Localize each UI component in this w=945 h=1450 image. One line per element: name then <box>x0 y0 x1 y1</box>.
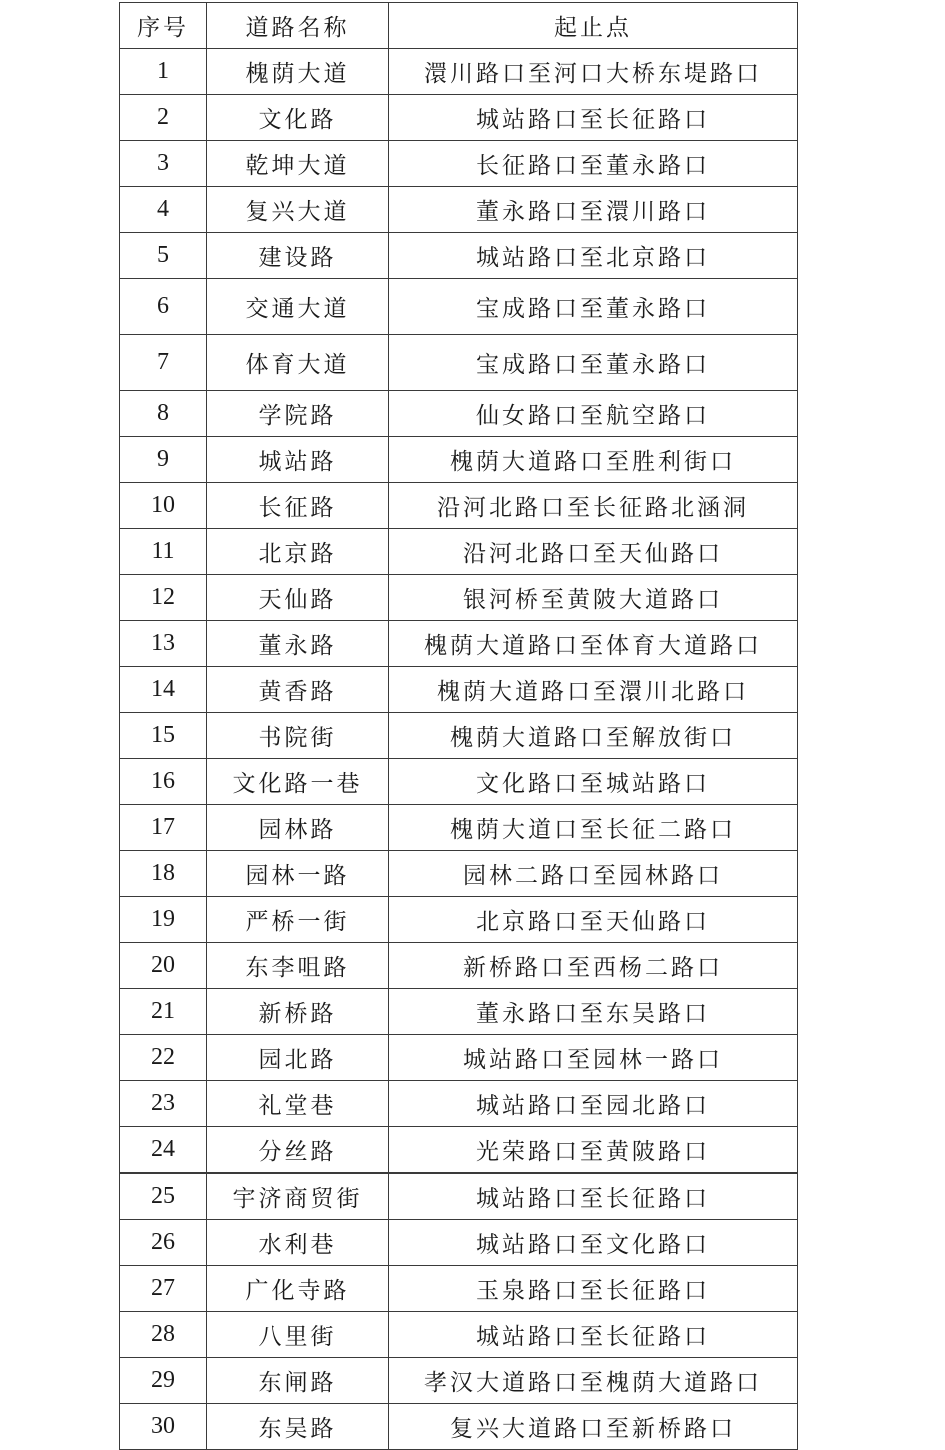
table-row <box>120 1081 798 1127</box>
road-name: 东吴路 <box>207 1404 389 1450</box>
road-name: 北京路 <box>207 529 389 575</box>
row-number: 21 <box>120 989 207 1035</box>
table-row <box>120 1220 798 1266</box>
row-number: 14 <box>120 667 207 713</box>
table-row <box>120 851 798 897</box>
start-end-range: 北京路口至天仙路口 <box>389 897 798 943</box>
start-end-range: 新桥路口至西杨二路口 <box>389 943 798 989</box>
start-end-range: 城站路口至长征路口 <box>389 1173 798 1220</box>
row-number: 23 <box>120 1081 207 1127</box>
row-number: 27 <box>120 1266 207 1312</box>
road-name: 建设路 <box>207 233 389 279</box>
row-number: 22 <box>120 1035 207 1081</box>
road-name: 文化路 <box>207 95 389 141</box>
row-number: 12 <box>120 575 207 621</box>
row-number: 6 <box>120 279 207 335</box>
header-row <box>120 3 798 49</box>
row-number: 8 <box>120 391 207 437</box>
row-number: 9 <box>120 437 207 483</box>
road-name: 复兴大道 <box>207 187 389 233</box>
row-number: 18 <box>120 851 207 897</box>
row-number: 13 <box>120 621 207 667</box>
road-name: 园北路 <box>207 1035 389 1081</box>
row-number: 3 <box>120 141 207 187</box>
start-end-range: 城站路口至北京路口 <box>389 233 798 279</box>
road-name: 园林路 <box>207 805 389 851</box>
road-name: 黄香路 <box>207 667 389 713</box>
start-end-range: 宝成路口至董永路口 <box>389 335 798 391</box>
start-end-range: 槐荫大道口至长征二路口 <box>389 805 798 851</box>
road-name: 董永路 <box>207 621 389 667</box>
start-end-range: 城站路口至园北路口 <box>389 1081 798 1127</box>
start-end-range: 园林二路口至园林路口 <box>389 851 798 897</box>
road-name: 东闸路 <box>207 1358 389 1404</box>
start-end-range: 槐荫大道路口至体育大道路口 <box>389 621 798 667</box>
row-number: 11 <box>120 529 207 575</box>
road-name: 园林一路 <box>207 851 389 897</box>
row-number: 24 <box>120 1127 207 1174</box>
start-end-range: 沿河北路口至长征路北涵洞 <box>389 483 798 529</box>
row-number: 7 <box>120 335 207 391</box>
road-name: 礼堂巷 <box>207 1081 389 1127</box>
table-row <box>120 391 798 437</box>
table-row <box>120 95 798 141</box>
start-end-range: 沿河北路口至天仙路口 <box>389 529 798 575</box>
road-name: 天仙路 <box>207 575 389 621</box>
row-number: 5 <box>120 233 207 279</box>
table-row <box>120 141 798 187</box>
road-name: 宇济商贸街 <box>207 1173 389 1220</box>
start-end-range: 城站路口至园林一路口 <box>389 1035 798 1081</box>
row-number: 17 <box>120 805 207 851</box>
table-row <box>120 529 798 575</box>
road-name: 书院街 <box>207 713 389 759</box>
start-end-range: 槐荫大道路口至解放街口 <box>389 713 798 759</box>
table-row <box>120 483 798 529</box>
table-row <box>120 1035 798 1081</box>
header-no: 序号 <box>120 3 207 49</box>
table-row <box>120 759 798 805</box>
row-number: 15 <box>120 713 207 759</box>
road-name: 交通大道 <box>207 279 389 335</box>
road-name: 长征路 <box>207 483 389 529</box>
row-number: 10 <box>120 483 207 529</box>
table-row <box>120 1404 798 1450</box>
start-end-range: 仙女路口至航空路口 <box>389 391 798 437</box>
start-end-range: 光荣路口至黄陂路口 <box>389 1127 798 1174</box>
row-number: 2 <box>120 95 207 141</box>
table-row <box>120 897 798 943</box>
road-name: 学院路 <box>207 391 389 437</box>
start-end-range: 城站路口至文化路口 <box>389 1220 798 1266</box>
table-row <box>120 805 798 851</box>
road-name: 槐荫大道 <box>207 49 389 95</box>
start-end-range: 城站路口至长征路口 <box>389 95 798 141</box>
road-table <box>119 2 798 1450</box>
table-row <box>120 49 798 95</box>
table-row <box>120 233 798 279</box>
table-row <box>120 1266 798 1312</box>
start-end-range: 孝汉大道路口至槐荫大道路口 <box>389 1358 798 1404</box>
table-row <box>120 1312 798 1358</box>
road-name: 乾坤大道 <box>207 141 389 187</box>
road-name: 新桥路 <box>207 989 389 1035</box>
row-number: 30 <box>120 1404 207 1450</box>
table-row <box>120 621 798 667</box>
start-end-range: 银河桥至黄陂大道路口 <box>389 575 798 621</box>
table-row <box>120 1358 798 1404</box>
road-name: 严桥一街 <box>207 897 389 943</box>
table-row <box>120 989 798 1035</box>
road-name: 水利巷 <box>207 1220 389 1266</box>
table-row <box>120 437 798 483</box>
start-end-range: 槐荫大道路口至澴川北路口 <box>389 667 798 713</box>
table-row <box>120 1173 798 1220</box>
table-row <box>120 575 798 621</box>
road-name: 文化路一巷 <box>207 759 389 805</box>
row-number: 25 <box>120 1173 207 1220</box>
row-number: 26 <box>120 1220 207 1266</box>
row-number: 29 <box>120 1358 207 1404</box>
table-row <box>120 713 798 759</box>
row-number: 19 <box>120 897 207 943</box>
row-number: 4 <box>120 187 207 233</box>
start-end-range: 董永路口至东吴路口 <box>389 989 798 1035</box>
row-number: 28 <box>120 1312 207 1358</box>
table-row <box>120 187 798 233</box>
row-number: 1 <box>120 49 207 95</box>
table-row <box>120 1127 798 1174</box>
header-start-end: 起止点 <box>389 3 798 49</box>
start-end-range: 澴川路口至河口大桥东堤路口 <box>389 49 798 95</box>
road-name: 分丝路 <box>207 1127 389 1174</box>
table-row <box>120 335 798 391</box>
road-name: 广化寺路 <box>207 1266 389 1312</box>
header-road-name: 道路名称 <box>207 3 389 49</box>
start-end-range: 玉泉路口至长征路口 <box>389 1266 798 1312</box>
table-row <box>120 943 798 989</box>
start-end-range: 城站路口至长征路口 <box>389 1312 798 1358</box>
start-end-range: 长征路口至董永路口 <box>389 141 798 187</box>
road-name: 八里街 <box>207 1312 389 1358</box>
start-end-range: 槐荫大道路口至胜利街口 <box>389 437 798 483</box>
table-row <box>120 667 798 713</box>
start-end-range: 复兴大道路口至新桥路口 <box>389 1404 798 1450</box>
start-end-range: 董永路口至澴川路口 <box>389 187 798 233</box>
table-row <box>120 279 798 335</box>
start-end-range: 文化路口至城站路口 <box>389 759 798 805</box>
start-end-range: 宝成路口至董永路口 <box>389 279 798 335</box>
row-number: 16 <box>120 759 207 805</box>
road-name: 东李咀路 <box>207 943 389 989</box>
road-name: 城站路 <box>207 437 389 483</box>
row-number: 20 <box>120 943 207 989</box>
road-name: 体育大道 <box>207 335 389 391</box>
